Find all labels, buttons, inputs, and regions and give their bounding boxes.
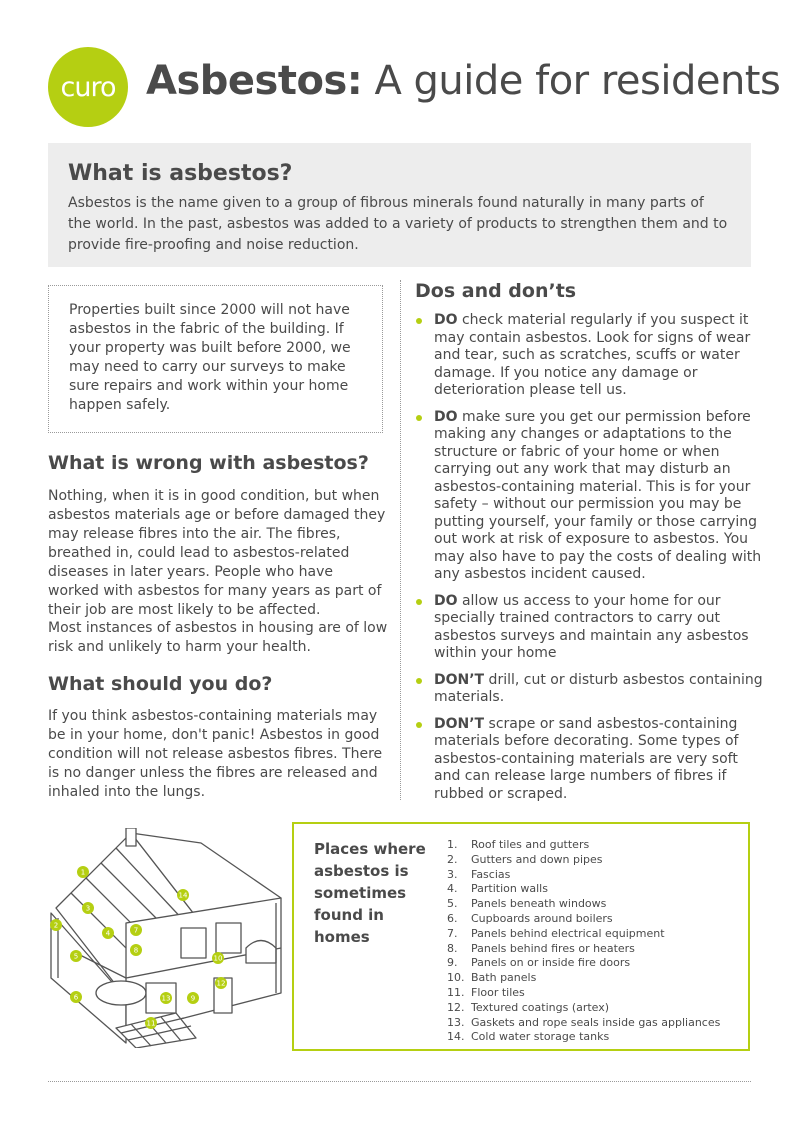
item-number: 4. — [447, 882, 458, 896]
item-lead: DO — [434, 312, 458, 328]
item-text: check material regularly if you suspect it may contain asbestos. Look for signs of wear and tear, such as scratches, scuffs or water damage. If you notice any damage or deterioration please tell us. — [434, 312, 751, 398]
house-diagram — [46, 828, 296, 1048]
marker-label-2: 2 — [53, 921, 59, 930]
item-lead: DO — [434, 408, 458, 425]
item-number: 10. — [447, 971, 465, 985]
title-rest: A guide for residents — [362, 58, 781, 104]
item-label: Textured coatings (artex) — [471, 1000, 610, 1014]
item-label: Panels on or inside fire doors — [471, 956, 631, 970]
dos-list — [413, 312, 763, 812]
marker-label-12: 12 — [216, 979, 226, 988]
page-title — [146, 58, 780, 104]
list-item — [447, 956, 720, 971]
marker-label-6: 6 — [73, 993, 79, 1002]
marker-label-9: 9 — [190, 994, 196, 1003]
item-label: Fascias — [471, 867, 511, 881]
item-label: Cold water storage tanks — [471, 1030, 610, 1044]
item-number: 3. — [447, 867, 458, 881]
list-item — [447, 1001, 720, 1016]
property-age-callout — [48, 285, 383, 433]
wrong-paragraph-1: Nothing, when it is in good condition, but when asbestos materials age or before damaged they may release fibres into the air. The fibres, breathed in, could lead to asbestos-related diseases in later years. People who have worked with asbestos for many years as part of their job are most likely to be affected. — [48, 488, 386, 618]
item-label: Panels behind fires or heaters — [471, 941, 635, 955]
marker-label-14: 14 — [178, 891, 188, 900]
wrong-paragraph-2: Most instances of asbestos in housing are of low risk and unlikely to harm your health. — [48, 620, 388, 655]
what-is-asbestos-section — [48, 143, 751, 267]
places-heading: Places where asbestos is sometimes found in homes — [314, 840, 426, 946]
item-text: make sure you get our permission before making any changes or adaptations to the structure or fabric of your home or when carrying out any work that may disturb an asbestos-containing material. This is for your safety – without our permission you may be putting yourself, your family or those carrying out work at risk of exposure to asbestos. You may also have to pay the costs of dealing with any asbestos incident caused. — [434, 408, 762, 582]
item-label: Gutters and down pipes — [471, 852, 603, 866]
list-item — [413, 716, 763, 804]
list-item — [447, 838, 720, 853]
item-lead: DON’T — [434, 671, 485, 688]
marker-label-1: 1 — [80, 868, 86, 877]
item-text: scrape or sand asbestos-containing materials before decorating. Some types of asbestos-containing materials are very soft and can release large numbers of fibres if rubbed or scraped. — [434, 715, 739, 802]
item-label: Bath panels — [471, 971, 537, 985]
places-box — [292, 822, 750, 1051]
item-label: Cupboards around boilers — [471, 911, 613, 925]
list-item — [413, 409, 763, 584]
list-item — [447, 853, 720, 868]
marker-label-10: 10 — [213, 954, 223, 963]
title-bold: Asbestos: — [146, 58, 363, 104]
should-body: If you think asbestos-containing materials may be in your home, don't panic! Asbestos in good condition will not release asbestos fibres. There is no danger unless the fibres are released and inhaled into the lungs. — [48, 708, 383, 800]
places-list — [447, 838, 720, 1045]
list-item — [447, 986, 720, 1001]
curo-logo — [48, 47, 128, 127]
item-label: Roof tiles and gutters — [471, 838, 590, 851]
item-label: Panels behind electrical equipment — [471, 926, 665, 940]
marker-label-13: 13 — [161, 994, 171, 1003]
list-item — [413, 312, 763, 400]
item-number: 5. — [447, 897, 458, 911]
wrong-heading: What is wrong with asbestos? — [48, 452, 369, 474]
dos-heading: Dos and don’ts — [415, 280, 577, 302]
what-is-heading: What is asbestos? — [68, 161, 293, 186]
marker-label-4: 4 — [105, 929, 111, 938]
item-number: 7. — [447, 926, 458, 940]
what-is-body: Asbestos is the name given to a group of fibrous minerals found naturally in many parts of the world. In the past, asbestos was added to a variety of products to strengthen them and to provide fire-proofing and noise reduction. — [68, 195, 728, 253]
list-item — [447, 882, 720, 897]
marker-label-7: 7 — [133, 926, 139, 935]
item-label: Gaskets and rope seals inside gas appliances — [471, 1015, 721, 1029]
list-item — [447, 1016, 720, 1031]
column-divider — [400, 280, 401, 800]
item-number: 11. — [447, 985, 465, 999]
list-item — [447, 927, 720, 942]
logo-text: curo — [60, 71, 116, 103]
should-heading: What should you do? — [48, 673, 273, 695]
list-item — [447, 868, 720, 883]
item-number: 8. — [447, 941, 458, 955]
item-lead: DO — [434, 592, 458, 609]
item-text: allow us access to your home for our specially trained contractors to carry out asbestos surveys and maintain any asbestos within your home — [434, 592, 749, 661]
item-number: 1. — [447, 838, 458, 851]
item-number: 12. — [447, 1000, 465, 1014]
item-number: 14. — [447, 1030, 465, 1044]
list-item — [447, 897, 720, 912]
item-number: 6. — [447, 911, 458, 925]
list-item — [413, 593, 763, 663]
marker-label-8: 8 — [133, 946, 139, 955]
item-label: Floor tiles — [471, 985, 525, 999]
item-number: 9. — [447, 956, 458, 970]
list-item — [447, 971, 720, 986]
marker-label-3: 3 — [85, 904, 91, 913]
item-label: Partition walls — [471, 882, 548, 896]
item-text: drill, cut or disturb asbestos containing materials. — [434, 671, 763, 705]
item-lead: DON’T — [434, 715, 485, 732]
list-item — [447, 1030, 720, 1045]
marker-label-11: 11 — [146, 1019, 156, 1028]
item-number: 2. — [447, 852, 458, 866]
item-number: 13. — [447, 1015, 465, 1029]
marker-label-5: 5 — [73, 952, 79, 961]
list-item — [413, 672, 763, 707]
list-item — [447, 912, 720, 927]
footer-divider — [48, 1081, 751, 1082]
item-label: Panels beneath windows — [471, 897, 607, 911]
callout-text: Properties built since 2000 will not have asbestos in the fabric of the building. If your property was built before 2000, we may need to carry our surveys to make sure repairs and work within your home happen safely. — [69, 302, 351, 413]
list-item — [447, 942, 720, 957]
